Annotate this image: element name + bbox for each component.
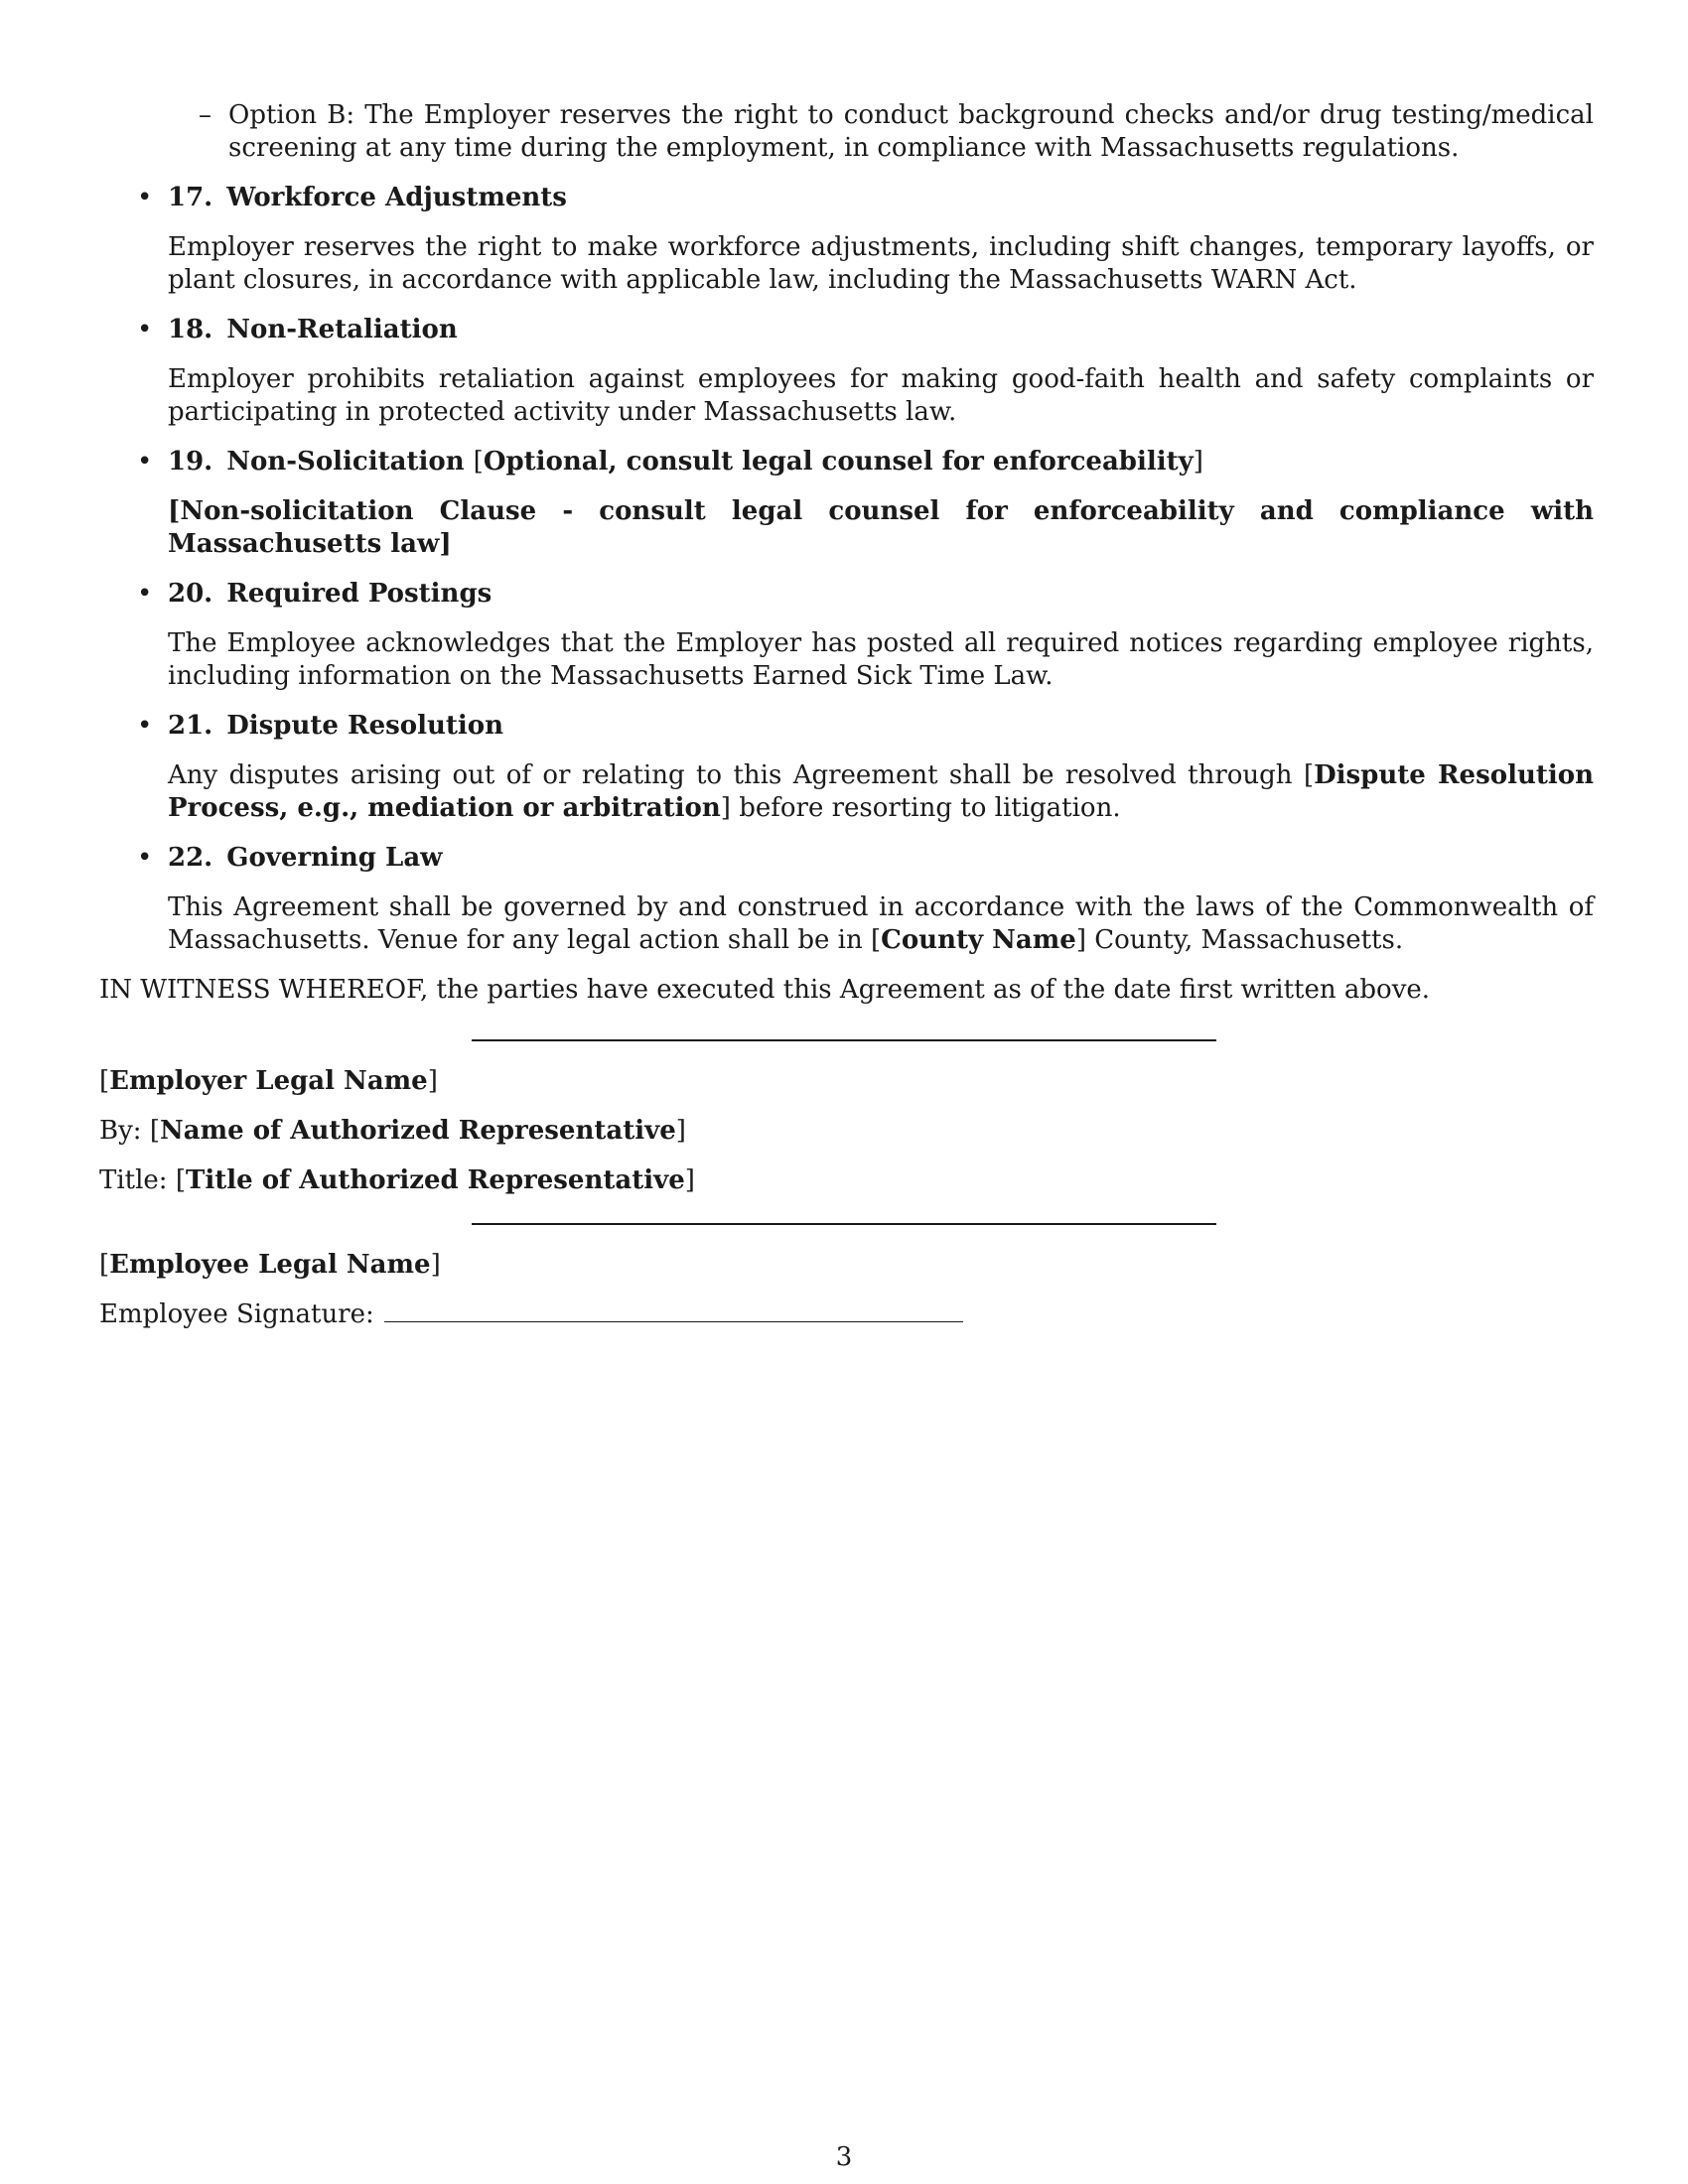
document-page [99,99,1594,1348]
section-title: Governing Law [226,843,443,873]
section-heading [168,578,1594,611]
section-17 [99,182,1594,297]
employer-title: Title: [Title of Authorized Representative] [99,1165,695,1195]
section-20 [99,578,1594,693]
section-number: 20. [168,579,213,609]
field-label: By: [99,1116,142,1146]
section-title: Dispute Resolution [226,711,504,741]
body-text: This Agreement shall be governed by and construed in accordance with the laws of the Commonwealth of Massachusetts. Venue for any legal action shall be in [168,892,1594,955]
bullet-icon: • [137,183,153,212]
placeholder-text: County Name [881,925,1076,955]
section-body: Employer prohibits retaliation against employees for making good-faith health and safety complaints or participating in protected activity under Massachusetts law. [168,364,1594,427]
employer-name: [Employer Legal Name] [99,1066,438,1096]
placeholder-text: Non-solicitation Clause - consult legal counsel for enforceability and compliance with Massachusetts law [168,496,1594,559]
section-title: Non-Retaliation [226,315,458,344]
section-number: 19. [168,447,213,477]
section-title: Non-Solicitation [226,447,465,477]
page-number: 3 [835,2142,853,2172]
bullet-icon: • [137,579,153,609]
section-number: 21. [168,711,213,741]
employee-signature [99,1298,1594,1331]
placeholder-text: Employer Legal Name [109,1066,428,1096]
section-heading [168,842,1594,875]
section-heading [168,710,1594,743]
section-number: 22. [168,843,213,873]
placeholder-text: Name of Authorized Representative [159,1116,676,1146]
bullet-icon: • [137,711,153,741]
field-label: Title: [99,1165,168,1195]
employee-signature-line [472,1223,1216,1225]
option-b-text: Option B: The Employer reserves the right to conduct background checks and/or drug testing/medical screening at any time during the employment, in compliance with Massachusetts regulations. [228,100,1594,163]
body-text: County, Massachusetts. [1085,925,1404,955]
bullet-icon: • [137,843,153,873]
section-number: 18. [168,315,213,344]
bullet-icon: • [137,315,153,344]
bullet-icon: • [137,447,153,477]
employer-signature-line [472,1039,1216,1041]
section-title-note: Optional, consult legal counsel for enforceability [483,447,1194,477]
section-number: 17. [168,183,213,212]
section-body: Employer reserves the right to make workforce adjustments, including shift changes, temporary layoffs, or plant closures, in accordance with applicable law, including the Massachusetts WARN Act. [168,232,1594,295]
body-text: Any disputes arising out of or relating to this Agreement shall be resolved through [168,760,1304,790]
section-19 [99,446,1594,561]
section-22 [99,842,1594,957]
witness-clause: IN WITNESS WHEREOF, the parties have executed this Agreement as of the date first written above. [99,975,1431,1005]
placeholder-text: Title of Authorized Representative [186,1165,685,1195]
section-body: Any disputes arising out of or relating to this Agreement shall be resolved through [Dispute Resolution Process, e.g., mediation or arbitration] before resorting to litigation. [168,760,1594,823]
signature-blank [384,1299,963,1322]
section-heading [168,314,1594,346]
section-title: Required Postings [226,579,492,609]
field-label: Employee Signature: [99,1299,374,1329]
placeholder-text: Employee Legal Name [109,1250,431,1280]
section-body: The Employee acknowledges that the Employer has posted all required notices regarding employee rights, including information on the Massachusetts Earned Sick Time Law. [168,628,1594,691]
section-body: [Non-solicitation Clause - consult legal counsel for enforceability and compliance with Massachusetts law] [168,496,1594,559]
section-heading: 19. Non-Solicitation [Optional, consult legal counsel for enforceability] [168,447,1203,477]
option-b-item [99,99,1594,165]
placeholder-text: Dispute Resolution Process, e.g., mediation or arbitration [168,760,1594,823]
dash-marker: – [199,100,211,130]
section-21 [99,710,1594,825]
section-heading [168,182,1594,214]
employee-name: [Employee Legal Name] [99,1250,441,1280]
employer-by: By: [Name of Authorized Representative] [99,1116,686,1146]
section-body: This Agreement shall be governed by and construed in accordance with the laws of the Commonwealth of Massachusetts. Venue for any legal action shall be in [County Name] County, Massachusetts. [168,892,1594,955]
body-text: before resorting to litigation. [730,793,1121,823]
section-18 [99,314,1594,429]
section-title: Workforce Adjustments [226,183,567,212]
